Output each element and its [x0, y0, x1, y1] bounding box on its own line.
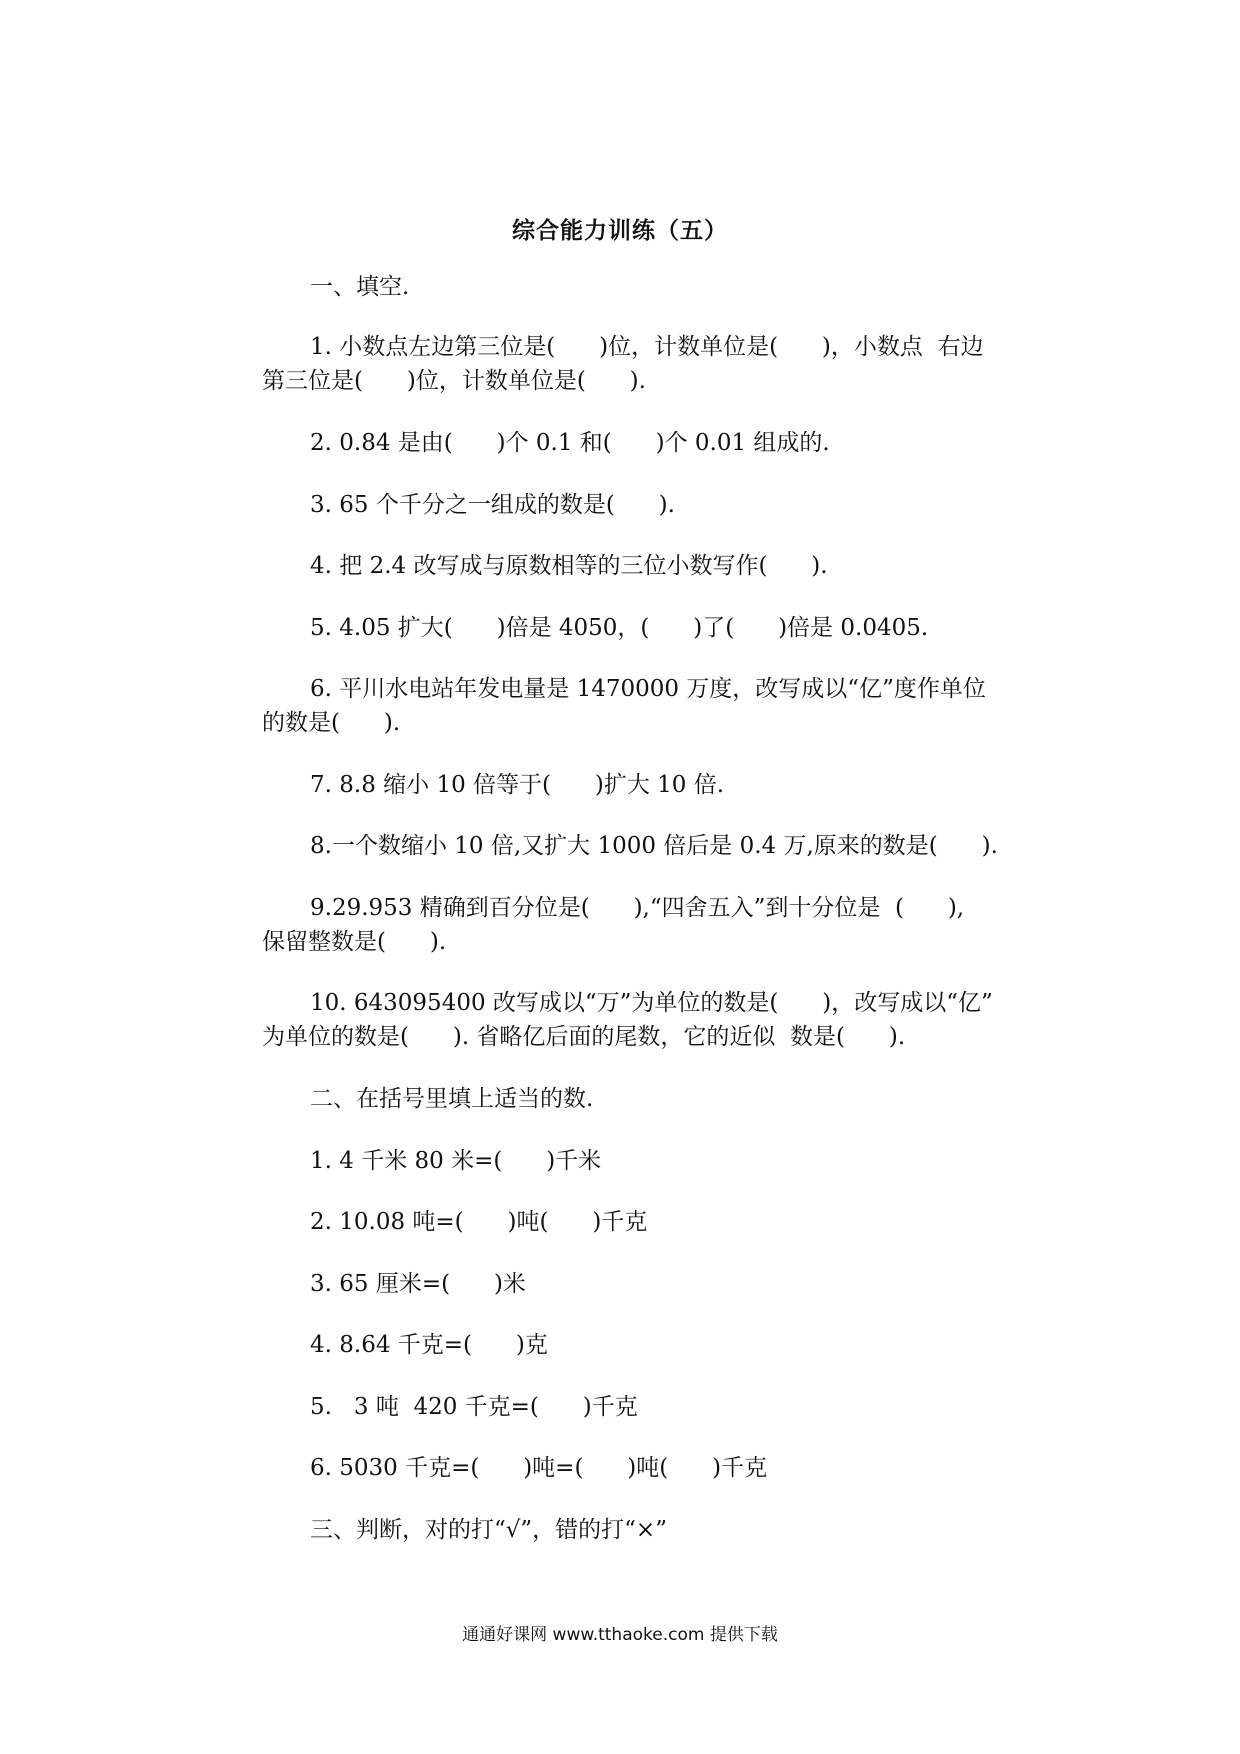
question-line: 10. 643095400 改写成以“万”为单位的数是( )，改写成以“亿” [310, 990, 993, 1016]
section-2-heading: 二、在括号里填上适当的数. [310, 1086, 594, 1112]
question-line: 的数是( ). [262, 710, 401, 736]
conversion-line: 5. 3 吨 420 千克=( )千克 [310, 1394, 638, 1420]
question-line: 1. 小数点左边第三位是( )位，计数单位是( )，小数点 右边 [310, 334, 984, 360]
question-line: 5. 4.05 扩大( )倍是 4050，( )了( )倍是 0.0405. [310, 615, 929, 641]
conversion-line: 3. 65 厘米=( )米 [310, 1271, 526, 1297]
conversion-line: 1. 4 千米 80 米=( )千米 [310, 1148, 602, 1174]
question-line: 4. 把 2.4 改写成与原数相等的三位小数写作( ). [310, 553, 828, 579]
question-line: 保留整数是( ). [262, 929, 447, 955]
section-1-heading: 一、填空. [310, 274, 410, 300]
question-line: 第三位是( )位，计数单位是( ). [262, 368, 646, 394]
question-line: 8.一个数缩小 10 倍,又扩大 1000 倍后是 0.4 万,原来的数是( ). [310, 833, 998, 859]
question-line: 6. 平川水电站年发电量是 1470000 万度，改写成以“亿”度作单位 [310, 676, 986, 702]
question-line: 2. 0.84 是由( )个 0.1 和( )个 0.01 组成的. [310, 430, 830, 456]
question-line: 7. 8.8 缩小 10 倍等于( )扩大 10 倍. [310, 772, 725, 798]
question-line: 9.29.953 精确到百分位是( ),“四舍五入”到十分位是 ( ), [310, 895, 965, 921]
page-footer: 通通好课网 www.tthaoke.com 提供下载 [462, 1625, 778, 1645]
conversion-line: 4. 8.64 千克=( )克 [310, 1332, 548, 1358]
conversion-line: 6. 5030 千克=( )吨=( )吨( )千克 [310, 1455, 768, 1481]
section-3-heading: 三、判断，对的打“√”，错的打“×” [310, 1517, 667, 1543]
conversion-line: 2. 10.08 吨=( )吨( )千克 [310, 1209, 648, 1235]
page-title: 综合能力训练（五） [512, 218, 728, 244]
question-line: 为单位的数是( ). 省略亿后面的尾数，它的近似 数是( ). [262, 1024, 906, 1050]
question-line: 3. 65 个千分之一组成的数是( ). [310, 492, 675, 518]
